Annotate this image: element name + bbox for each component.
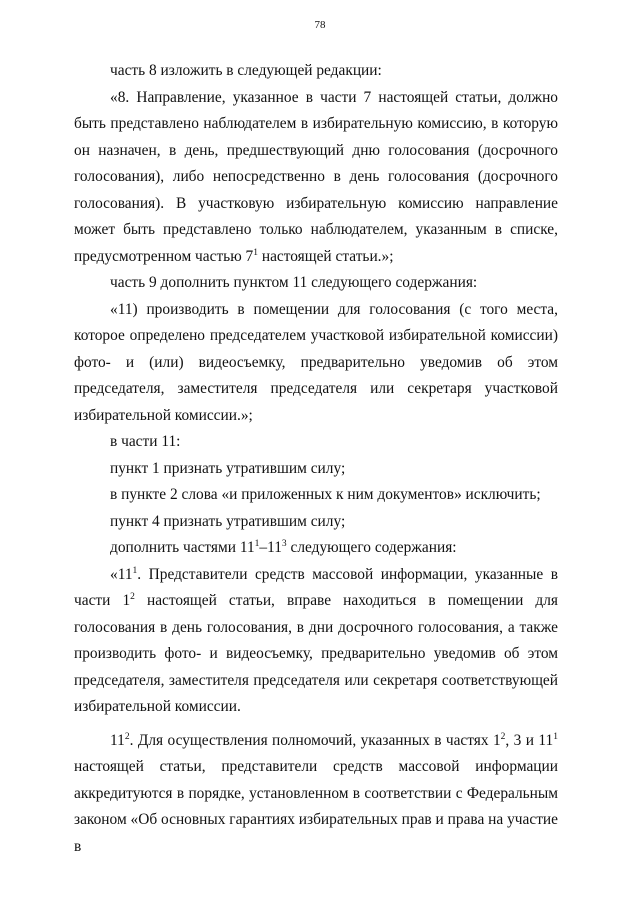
page-number: 78 <box>314 19 326 31</box>
superscript: 2 <box>500 731 506 742</box>
paragraph-add-parts: дополнить частями $11^1-11^3$ следующего содержания: <box>110 539 457 556</box>
superscript: 2 <box>124 731 130 742</box>
paragraph-point-1-repeal: пункт 1 признать утратившим силу; <box>110 459 346 477</box>
paragraph-point-11-text: «11) производить в помещении для голосования (с того места, которое определено председателем участковой избирательной комиссии) фото- и (или) видеосъемку, предварительно уведомив об этом председателя, заместителя председателя или секретаря участковой избирательной комиссии.»; <box>74 300 558 424</box>
superscript: 1 <box>254 539 260 549</box>
superscript: 1 <box>253 247 258 258</box>
paragraph-part-8-text: «8. Направление, указанное в части 7 настоящей статьи, должно быть представлено наблюдателем в избирательную комиссию, в которую он назначен, в день, предшествующий дню голосования (досрочного голосования), либо непосредственно в день голосования (досрочного голосования). В участковую избирательную комиссию направление может быть представлено только наблюдателем, указанным в списке, предусмотренном частью $7^1$ настоящей статьи.»; <box>74 88 558 265</box>
superscript: 3 <box>281 539 287 549</box>
paragraph-part-11-2: $11^2$. Для осуществления полномочий, указанных в частях $1^2$, 3 и $11^1$ настоящей статьи, представители средств массовой информации аккредитуются в порядке, установленном в соответствии с Федеральным законом «Об основных гарантиях избирательных прав и права на участие в <box>74 731 558 855</box>
paragraph-amend-part-8: часть 8 изложить в следующей редакции: <box>110 62 382 79</box>
paragraph-part-11-1: «$11^1$. Представители средств массовой информации, указанные в части $1^2$ настоящей статьи, вправе находиться в помещении для голосования в день голосования, в дни досрочного голосования, а также производить фото- и видеосъемку, предварительно уведомив об этом председателя, заместителя председателя или секретаря соответствующей избирательной комиссии. <box>74 565 558 715</box>
superscript: 1 <box>553 731 558 742</box>
superscript: 2 <box>130 592 135 602</box>
paragraph-in-part-11: в части 11: <box>110 433 181 450</box>
paragraph-point-4-repeal: пункт 4 признать утратившим силу; <box>110 512 346 530</box>
paragraph-point-2-exclude: в пункте 2 слова «и приложенных к ним документов» исключить; <box>110 486 541 503</box>
superscript: 1 <box>132 565 138 576</box>
paragraph-amend-part-9: часть 9 дополнить пунктом 11 следующего содержания: <box>110 274 478 291</box>
document-body <box>74 58 558 860</box>
